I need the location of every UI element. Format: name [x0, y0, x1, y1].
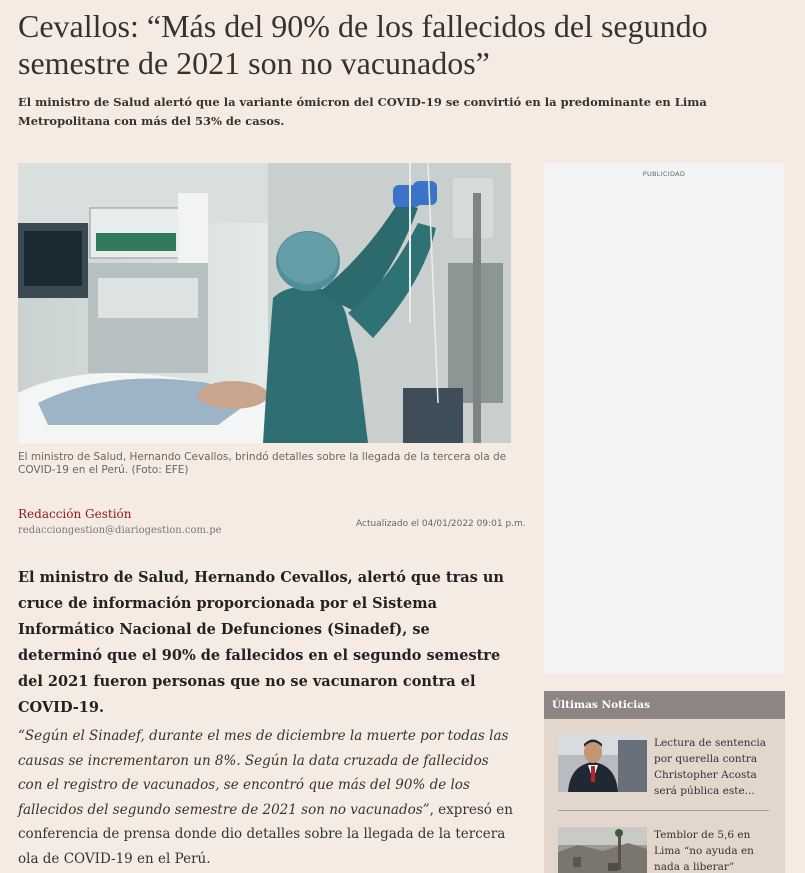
image-caption: El ministro de Salud, Hernando Cevallos, brindó detalles sobre la llegada de la tercera ola de COVID-19 en el Perú. (Foto: EFE) — [18, 451, 507, 476]
updated-timestamp: Actualizado el 04/01/2022 09:01 p.m. — [356, 519, 526, 529]
ad-slot[interactable] — [544, 163, 784, 674]
article-headline: Cevallos: “Más del 90% de los fallecidos del segundo semestre de 2021 son no vacunados” — [18, 8, 708, 81]
body-quote: “Según el Sinadef, durante el mes de diciembre la muerte por todas las causas se incrementaron un 8%. Según la data cruzada de fallecidos con el registro de vacunados, se encontró que más del 90% de los fallecidos del segundo semestre de 2021 son no vacunados” — [18, 728, 509, 818]
author-email: redacciongestion@diariogestion.com.pe — [18, 525, 222, 536]
news-thumbnail[interactable] — [558, 735, 647, 792]
news-title[interactable]: Lectura de sentencia por querella contra Christopher Acosta será pública este... — [654, 737, 766, 797]
body-text: , expresó en conferencia de prensa donde dio detalles sobre la llegada de la tercera ola de COVID-19 en el Perú. — [18, 801, 513, 867]
article-body-paragraph — [18, 724, 513, 871]
news-thumbnail[interactable] — [558, 827, 647, 873]
article-lead-paragraph: El ministro de Salud, Hernando Cevallos, alertó que tras un cruce de información proporcionada por el Sistema Informático Nacional de Defunciones (Sinadef), se determinó que el 90% de fallecidos en el segundo semestre del 2021 fueron personas que no se vacunaron contra el COVID-19. — [18, 569, 504, 716]
ad-label: PUBLICIDAD — [642, 170, 686, 178]
news-divider — [558, 810, 769, 811]
news-title[interactable]: Temblor de 5,6 en Lima “no ayuda en nada a liberar” — [654, 829, 754, 873]
latest-news-panel — [544, 691, 785, 873]
latest-news-header: Últimas Noticias — [544, 691, 785, 719]
article-subhead: El ministro de Salud alertó que la variante ómicron del COVID-19 se convirtió en la predominante en Lima Metropolitana con más del 53% de casos. — [18, 95, 707, 128]
author-name-link[interactable]: Redacción Gestión — [18, 507, 132, 521]
article-hero-image[interactable] — [18, 163, 511, 443]
